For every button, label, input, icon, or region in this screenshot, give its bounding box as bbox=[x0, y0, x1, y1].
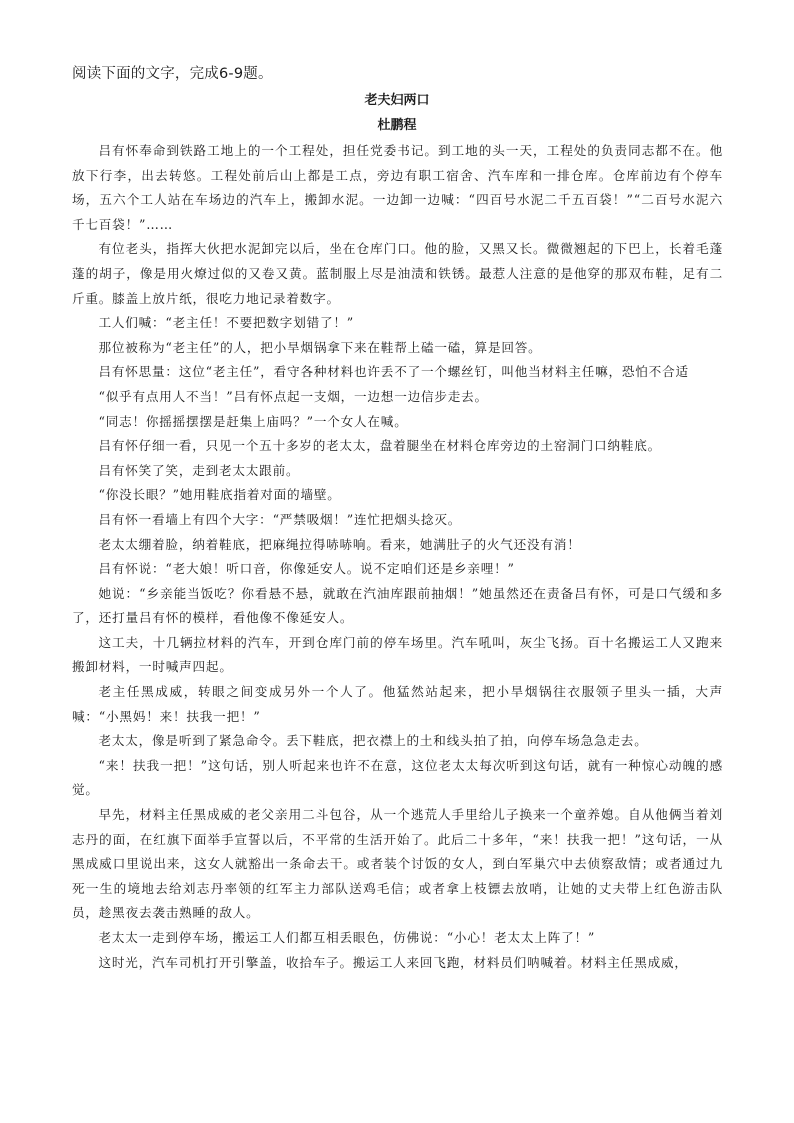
paragraph: 老太太一走到停车场，搬运工人们都互相丢眼色，仿佛说：“小心！老太太上阵了！” bbox=[98, 930, 596, 945]
paragraph: 吕有怀奉命到铁路工地上的一个工程处，担任党委书记。到工地的头一天，工程处的负责同志都不在。他放下行李，出去转悠。工程处前后山上都是工点，旁边有职工宿舍、汽车库和一排仓库。仓库前边有个停车场，五六个工人站在车场边的汽车上，搬卸水泥。一边卸一边喊：“四百号水泥二千五百袋！”“二百号水泥六千七百袋！”…… bbox=[72, 143, 723, 232]
paragraph: 她说：“乡亲能当饭吃？你看悬不悬，就敢在汽油库跟前抽烟！”她虽然还在责备吕有怀，可是口气缓和多了，还打量吕有怀的模样，看他像不像延安人。 bbox=[72, 585, 723, 626]
article-title: 老夫妇两口 bbox=[364, 93, 430, 108]
paragraph: 老太太绷着脸，纳着鞋底，把麻绳拉得哧哧响。看来，她满肚子的火气还没有消！ bbox=[98, 536, 581, 552]
article-body bbox=[72, 139, 723, 975]
paragraph: 吕有怀思量：这位“老主任”，看守各种材料也许丢不了一个螺丝钉，叫他当材料主任嘛，恐怕不合适 bbox=[98, 364, 689, 380]
article-author: 杜鹏程 bbox=[377, 118, 417, 133]
paragraph: 这工夫，十几辆拉材料的汽车，开到仓库门前的停车场里。汽车吼叫，灰尘飞扬。百十名搬运工人又跑来搬卸材料，一时喊声四起。 bbox=[72, 634, 723, 675]
question-instruction: 阅读下面的文字，完成6-9题。 bbox=[72, 66, 273, 82]
paragraph: 工人们喊：“老主任！不要把数字划错了！” bbox=[98, 315, 355, 331]
paragraph: 这时光，汽车司机打开引擎盖，收拾车子。搬运工人来回飞跑，材料员们呐喊着。材料主任黑成威， bbox=[98, 954, 688, 970]
paragraph: 老主任黑成威，转眼之间变成另外一个人了。他猛然站起来，把小旱烟锅往衣服领子里头一插，大声喊：“小黑妈！来！扶我一把！” bbox=[72, 684, 723, 724]
paragraph: 吕有怀仔细一看，只见一个五十多岁的老太太，盘着腿坐在材料仓库旁边的土窑洞门口纳鞋底。 bbox=[98, 438, 661, 454]
paragraph: 有位老头，指挥大伙把水泥卸完以后，坐在仓库门口。他的脸，又黑又长。微微翘起的下巴上，长着毛蓬蓬的胡子，像是用火燎过似的又卷又黄。蓝制服上尽是油渍和铁锈。最惹人注意的是他穿的那双布鞋，足有二斤重。膝盖上放片纸，很吃力地记录着数字。 bbox=[72, 241, 723, 306]
paragraph: 那位被称为“老主任”的人，把小旱烟锅拿下来在鞋帮上磕一磕，算是回答。 bbox=[98, 339, 542, 355]
paragraph: “似乎有点用人不当！”吕有怀点起一支烟，一边想一边信步走去。 bbox=[98, 388, 488, 404]
paragraph: “同志！你摇摇摆摆是赶集上庙吗？”一个女人在喊。 bbox=[98, 413, 408, 429]
paragraph: “来！扶我一把！”这句话，别人听起来也许不在意，这位老太太每次听到这句话，就有一种惊心动魄的感觉。 bbox=[72, 757, 723, 798]
paragraph: 早先，材料主任黑成威的老父亲用二斗包谷，从一个逃荒人手里给儿子换来一个童养媳。自从他俩当着刘志丹的面，在红旗下面举手宣誓以后，不平常的生活开始了。此后二十多年，“来！扶我一把！”这句话，一从黑成威口里说出来，这女人就豁出一条命去干。或者装个讨饭的女人，到白军巢穴中去侦察敌情；或者通过九死一生的境地去给刘志丹率领的红军主力部队送鸡毛信；或者拿上枝镖去放哨，让她的丈夫带上红色游击队员，趁黑夜去袭击熟睡的敌人。 bbox=[72, 807, 723, 921]
paragraph: 吕有怀笑了笑，走到老太太跟前。 bbox=[98, 462, 300, 478]
paragraph: 吕有怀一看墙上有四个大字：“严禁吸烟！”连忙把烟头捻灭。 bbox=[98, 511, 462, 527]
paragraph: 吕有怀说：“老大娘！听口音，你像延安人。说不定咱们还是乡亲哩！” bbox=[98, 561, 515, 577]
paragraph: “你没长眼？”她用鞋底指着对面的墙壁。 bbox=[98, 487, 341, 503]
paragraph: 老太太，像是听到了紧急命令。丢下鞋底，把衣襟上的土和线头拍了拍，向停车场急急走去。 bbox=[98, 733, 648, 749]
